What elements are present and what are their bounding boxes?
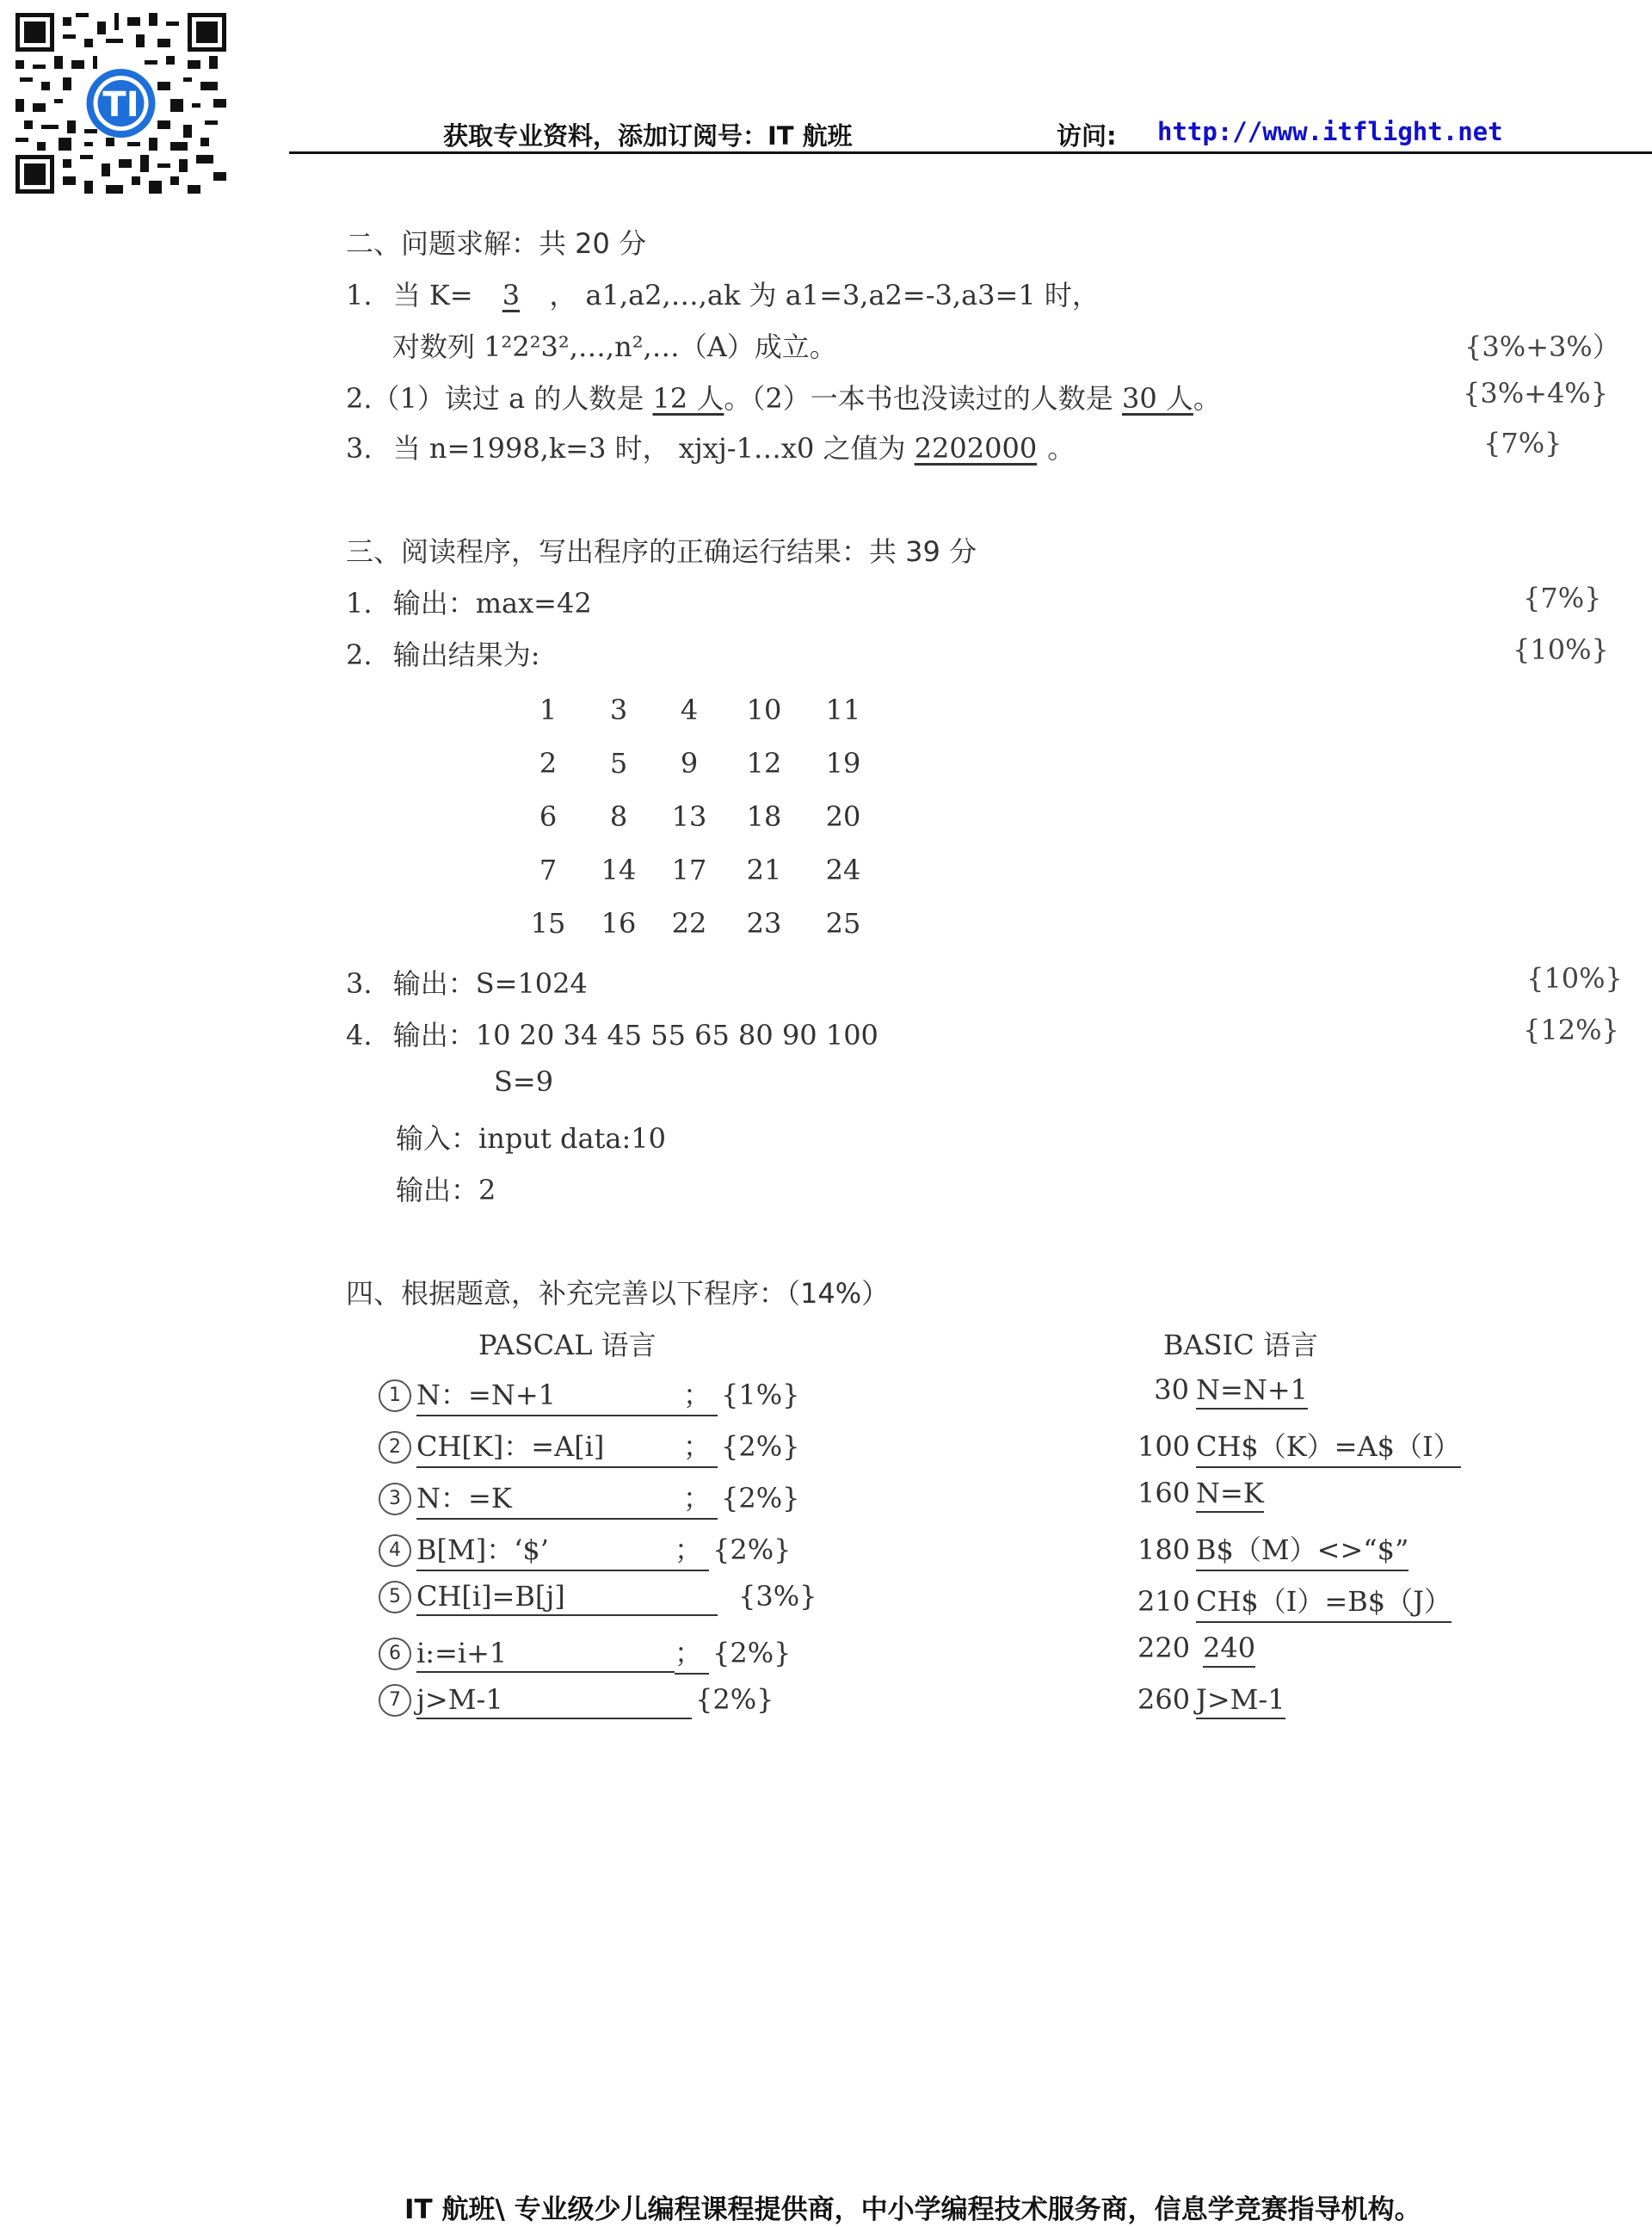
list-item [379,1373,817,1425]
r4-text: 输出：10 20 34 45 55 65 80 90 100 [392,1019,878,1052]
grid-cell: 25 [825,907,861,940]
qr-code [15,12,226,194]
grid-cell: 14 [601,854,637,886]
list-item [379,1528,817,1580]
list-item [379,1425,817,1477]
table-row [513,683,883,737]
q2-number: 2. [346,382,373,415]
pascal-semicolon: ； [675,1632,709,1675]
basic-line-number: 210 [1137,1585,1191,1618]
grid-cell: 22 [671,907,707,940]
grid-cell: 5 [609,747,628,780]
q3-part1: 当 n=1998,k=3 时， xjxj-1…x0 之值为 [392,432,906,465]
grid-cell: 17 [671,854,707,886]
q1-score: {3%+3%） [1464,330,1620,363]
grid-cell: 1 [539,694,558,726]
r2-number: 2. [346,638,373,671]
grid-cell: 6 [539,800,558,833]
pascal-score: {3%} [738,1580,817,1613]
result-grid-table [513,683,883,950]
basic-code: CH$（K）=A$（I） [1196,1425,1461,1468]
result-grid [513,683,883,950]
r4-output-line: 输出：2 [396,1174,496,1206]
pascal-code: CH[i]=B[j] [416,1580,718,1616]
list-item [1137,1683,1461,1735]
basic-header: BASIC 语言 [1163,1329,1318,1361]
table-row [513,737,883,790]
grid-cell: 9 [680,747,699,780]
section4-title: 四、根据题意，补充完善以下程序：（14%） [346,1277,890,1310]
mark-circle: 7 [379,1684,411,1717]
section3-title: 三、阅读程序，写出程序的正确运行结果：共 39 分 [346,535,977,568]
q1-prefix: 当 K= [392,279,473,312]
grid-cell: 16 [601,907,637,940]
q2-line [346,377,1221,416]
q3-part2: 。 [1047,432,1076,465]
r1-line [346,582,592,621]
r4-input-line: 输入：input data:10 [396,1122,666,1155]
pascal-code: CH[K]：=A[i] [416,1425,683,1468]
q2-answer1: 12 人 [652,382,724,415]
r4-line [346,1014,878,1053]
r1-number: 1. [346,587,373,620]
basic-code: N=K [1196,1477,1264,1513]
footer-text: IT 航班\ 专业级少儿编程课程提供商，中小学编程技术服务商，信息学竞赛指导机构。 [404,2194,1421,2225]
pascal-code: B[M]：‘$’ [416,1528,675,1571]
pascal-semicolon: ； [683,1477,718,1520]
mark-circle: 2 [379,1431,411,1464]
basic-line-number: 30 [1154,1373,1189,1406]
qr-badge-text: TI [102,85,139,125]
pascal-semicolon: ； [683,1373,718,1416]
pascal-score: {2%} [721,1482,800,1514]
pascal-score: {2%} [695,1683,774,1716]
q1-line1 [346,274,1100,313]
header-url-link[interactable]: http://www.itflight.net [1157,117,1503,146]
qr-code-icon [15,12,226,194]
grid-cell: 8 [609,800,628,833]
pascal-score: {2%} [712,1533,792,1566]
list-item [379,1580,817,1632]
pascal-code: N：=K [416,1477,683,1520]
grid-cell: 13 [671,800,707,833]
pascal-semicolon: ； [683,1425,718,1468]
r3-text: 输出：S=1024 [392,967,588,1000]
r3-line [346,962,588,1002]
r4-number: 4. [346,1019,373,1052]
table-row [513,897,883,950]
list-item [1137,1373,1461,1425]
mark-circle: 3 [379,1483,411,1515]
list-item [379,1683,817,1735]
list-item [1137,1632,1461,1683]
section2-title: 二、问题求解：共 20 分 [346,227,647,260]
mark-circle: 5 [379,1581,411,1613]
basic-line-number: 260 [1137,1683,1191,1716]
basic-code: B$（M）<>“$” [1196,1528,1409,1571]
r3-number: 3. [346,967,373,1000]
q2-score: {3%+4%} [1463,377,1609,410]
grid-cell: 11 [825,694,861,726]
mark-circle: 4 [379,1534,411,1567]
q2-part1: （1）读过 a 的人数是 [372,382,644,415]
grid-cell: 4 [680,694,699,726]
r2-line [346,633,540,673]
r1-text: 输出：max=42 [392,587,592,620]
q2-part2: 。（2）一本书也没读过的人数是 [724,382,1113,415]
q2-part3: 。 [1193,382,1221,415]
grid-cell: 7 [539,854,558,886]
grid-cell: 10 [746,694,782,726]
basic-line-number: 180 [1137,1533,1191,1566]
basic-line-number: 160 [1137,1477,1191,1509]
r3-score: {10%} [1526,962,1623,995]
header-subscribe-text: 获取专业资料，添加订阅号：IT 航班 [443,121,853,151]
q3-score: {7%} [1483,427,1563,460]
q3-number: 3. [346,432,373,465]
header-visit-label: 访问: [1057,121,1117,151]
pascal-code: j>M-1 [416,1683,692,1719]
q3-line [346,427,1075,466]
list-item [1137,1580,1461,1632]
list-item [1137,1528,1461,1580]
basic-line-number: 220 [1137,1632,1191,1664]
grid-cell: 15 [530,907,566,940]
pascal-semicolon: ； [675,1528,709,1571]
basic-list [1137,1373,1461,1735]
pascal-score: {2%} [721,1430,800,1463]
pascal-code: i:=i+1 [416,1637,675,1673]
grid-cell: 20 [825,800,861,833]
basic-code: CH$（I）=B$（J） [1196,1580,1452,1623]
pascal-score: {2%} [712,1637,792,1669]
grid-cell: 3 [609,694,628,726]
list-item [1137,1477,1461,1528]
basic-code: 240 [1203,1632,1255,1668]
r4-score: {12%} [1523,1014,1619,1046]
grid-cell: 23 [746,907,782,940]
mark-circle: 1 [379,1379,411,1412]
pascal-score: {1%} [721,1379,800,1411]
grid-cell: 18 [746,800,782,833]
mark-circle: 6 [379,1638,411,1670]
header-divider [289,151,1652,154]
basic-code: N=N+1 [1196,1373,1308,1410]
grid-cell: 2 [539,747,558,780]
basic-code: J>M-1 [1196,1683,1285,1719]
grid-cell: 12 [746,747,782,780]
pascal-code: N：=N+1 [416,1373,683,1416]
q1-line2: 对数列 1²2²3²,…,n²,…（A）成立。 [392,330,837,363]
pascal-header: PASCAL 语言 [478,1329,656,1361]
q2-answer2: 30 人 [1121,382,1193,415]
list-item [379,1632,817,1683]
list-item [1137,1425,1461,1477]
grid-cell: 19 [825,747,861,780]
q1-rest: ， a1,a2,…,ak 为 a1=3,a2=-3,a3=1 时， [549,279,1100,312]
q1-number: 1. [346,279,373,312]
q3-answer-blank: 2202000 [914,432,1038,465]
list-item [379,1477,817,1528]
basic-line-number: 100 [1137,1430,1191,1463]
r2-text: 输出结果为: [392,638,540,671]
grid-cell: 24 [825,854,861,886]
table-row [513,843,883,897]
r1-score: {7%} [1523,582,1602,614]
r4-s-line: S=9 [494,1065,554,1098]
r2-score: {10%} [1513,633,1609,666]
table-row [513,790,883,843]
pascal-list [379,1373,817,1735]
grid-cell: 21 [746,854,782,886]
q1-answer-blank: 3 [502,279,521,312]
